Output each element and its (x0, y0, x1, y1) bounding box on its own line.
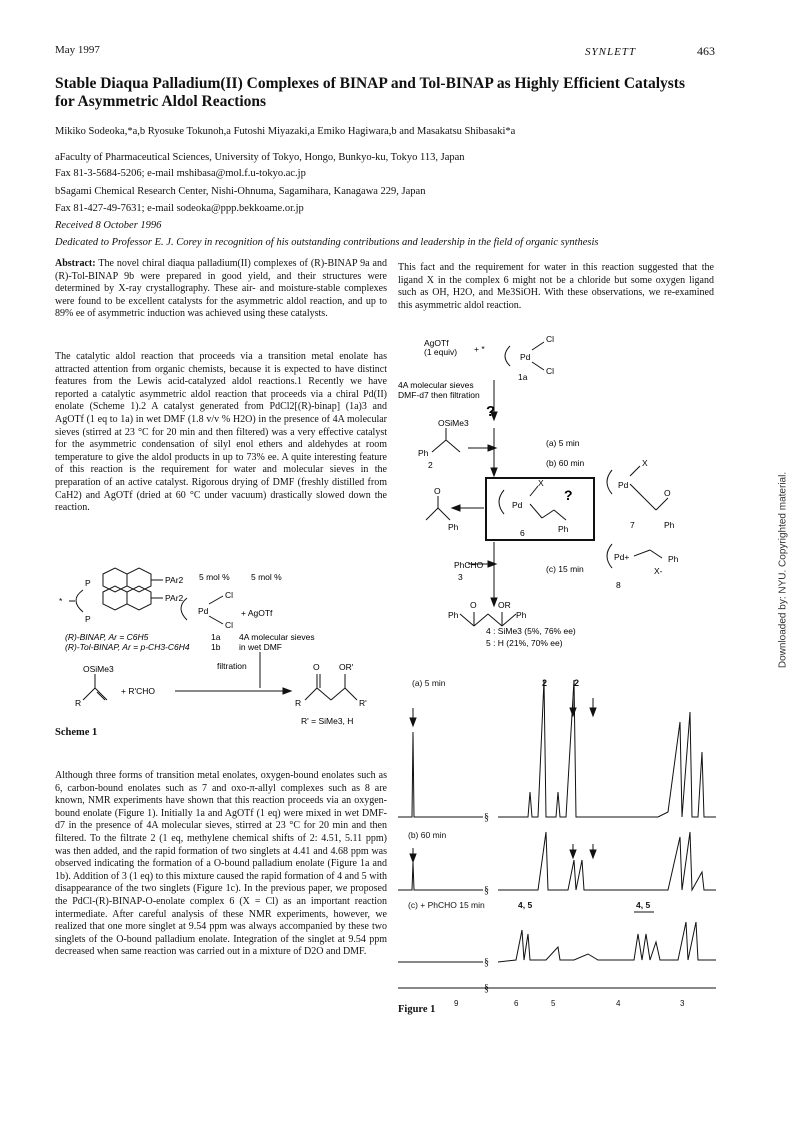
time-b-label: (b) 60 min (546, 458, 585, 468)
axis-break: § (484, 812, 489, 823)
peak-2-label: 2 (574, 678, 580, 688)
compound-3-label: 3 (458, 572, 463, 582)
axis-tick-label: 4 (616, 999, 621, 1008)
abstract-text: The novel chiral diaqua palladium(II) complexes of (R)-BINAP 9a and (R)-Tol-BINAP 9b were prepared in good yield, and their structures were determined by X-ray crystallography. These air- and moisture-stable complexes were found to be excellent catalysts for the asymmetric aldol reaction, and up to 89% ee of asymmetric induction was achieved using these catalysts. (55, 258, 387, 320)
header-date: May 1997 (55, 44, 100, 56)
carbonyl-o-label: O (313, 662, 320, 672)
product-5-label: 5 : H (21%, 70% ee) (486, 638, 563, 648)
pd-atom-label: Pd (198, 606, 209, 616)
ph-label: Ph (418, 448, 429, 458)
equiv-label: (1 equiv) (424, 347, 458, 357)
affiliation-b: bSagami Chemical Research Center, Nishi-Ohnuma, Sagamihara, Kanagawa 229, Japan (55, 186, 426, 197)
or-label: OR (498, 600, 511, 610)
sieves-label: 4A molecular sieves (239, 632, 315, 642)
peak-2-label: 2 (542, 678, 548, 688)
ph-label: Ph (558, 524, 569, 534)
x-minus-label: X- (654, 566, 663, 576)
results-paragraph: Although three forms of transition metal enolates, oxygen-bound enolates such as 6, carbon-bound enolates such as 7 and oxo-π-allyl complexes such as 8 are known, NMR experiments have shown that this reaction proceeds via an oxygen-bound enolate (Figure 1). Initially 1a and AgOTf (1 eq) were mixed in wet DMF-d7 in the presence of 4A molecular sieves, stirred at 23 °C for 20 min and then filtered. To the filtrate 2 (1 eq, methylene chemical shifts of 2: 4.51, 5.11 ppm) was then added, and the rapid formation of two singlets at 4.41 and 4.68 ppm was observed indicating the formation of a O-bound palladium enolate (Figure 1a and 1b). Addition of 3 (1 eq) to this mixture caused the rapid formation of 4 and 5 with disappearance of the two singlets (Figure 1c). In the previous paper, we proposed the PdCl-(R)-BINAP-O-enolate complex 6 (X = Cl) as an important reaction intermediate. After careful analysis of these NMR experiments, however, we realized that one more singlet at 9.54 ppm was always accompanied by these two singlets of the O-bound palladium enolate. Integration of the singlet at 9.54 ppm decreased when same reaction was carried out in a mixture of D2O and DMF. (55, 770, 387, 958)
dmf-filtration-label: DMF-d7 then filtration (398, 390, 480, 400)
cl-label: Cl (546, 334, 555, 344)
spectrum-b-label: (b) 60 min (408, 830, 447, 840)
paper-title: Stable Diaqua Palladium(II) Complexes of BINAP and Tol-BINAP as Highly Efficient Catalysts for Asymmetric Aldol Reactions (55, 75, 685, 110)
pd-atom-label: Pd+ (614, 552, 630, 562)
r-label: R (75, 698, 82, 708)
question-mark: ? (564, 487, 573, 503)
wet-dmf-label: in wet DMF (239, 642, 282, 652)
spectrum-a-label: (a) 5 min (412, 678, 446, 688)
osime3-label: OSiMe3 (83, 664, 114, 674)
plus-sign: + * (474, 344, 485, 354)
pd-atom-label: Pd (520, 352, 531, 362)
ph-label: Ph (516, 610, 527, 620)
r-prime-label: R' (359, 698, 367, 708)
received-date: Received 8 October 1996 (55, 220, 162, 231)
axis-break: § (484, 885, 489, 896)
or-prime-label: OR' (339, 662, 354, 672)
compound-1b-label: 1b (211, 642, 221, 652)
affiliation-a-contact: Fax 81-3-5684-5206; e-mail mshibasa@mol.f.u-tokyo.ac.jp (55, 168, 306, 179)
osime3-label: OSiMe3 (438, 418, 469, 428)
mol-percent-1: 5 mol % (199, 572, 230, 582)
header-page-number: 463 (697, 44, 715, 58)
abstract-label: Abstract: (55, 258, 96, 269)
product-substituent-label: R' = SiMe3, H (301, 716, 354, 726)
compound-1a-label: 1a (518, 372, 528, 382)
carbonyl-o-label: O (470, 600, 477, 610)
axis-break: § (484, 957, 489, 968)
mol-percent-2: 5 mol % (251, 572, 282, 582)
filtration-label: filtration (217, 661, 247, 671)
scheme-1-label: Scheme 1 (55, 727, 98, 738)
spectrum-c-label: (c) + PhCHO 15 min (408, 900, 485, 910)
chiral-star: * (59, 596, 63, 606)
abstract (55, 258, 387, 321)
question-mark: ? (486, 403, 496, 420)
aldehyde-label: + R'CHO (121, 686, 155, 696)
download-watermark-text: Downloaded by: NYU. Copyrighted material. (777, 471, 789, 669)
compound-8-label: 8 (616, 580, 621, 590)
par2-label: PAr2 (165, 593, 184, 603)
pd-atom-label: Pd (618, 480, 629, 490)
affiliation-a: aFaculty of Pharmaceutical Sciences, University of Tokyo, Hongo, Bunkyo-ku, Tokyo 113, Japan (55, 152, 465, 163)
affiliation-b-contact: Fax 81-427-49-7631; e-mail sodeoka@ppp.bekkoame.or.jp (55, 203, 304, 214)
carbonyl-o-label: O (664, 488, 671, 498)
ph-label: Ph (448, 522, 459, 532)
ph-label: Ph (448, 610, 459, 620)
compound-6-label: 6 (520, 528, 525, 538)
dedication: Dedicated to Professor E. J. Corey in recognition of his outstanding contributions and leadership in the field of organic synthesis (55, 237, 599, 248)
axis-tick-label: 5 (551, 999, 556, 1008)
axis-tick-label: 3 (680, 999, 685, 1008)
tol-binap-ligand-label: (R)-Tol-BINAP, Ar = p-CH3-C6H4 (65, 642, 190, 652)
time-a-label: (a) 5 min (546, 438, 580, 448)
p-atom-label: P (85, 614, 91, 624)
axis-tick-label: 9 (454, 999, 459, 1008)
figure-1-caption: Figure 1 (398, 1004, 436, 1015)
binap-ligand-label: (R)-BINAP, Ar = C6H5 (65, 632, 149, 642)
p-atom-label: P (85, 578, 91, 588)
authors: Mikiko Sodeoka,*a,b Ryosuke Tokunoh,a Futoshi Miyazaki,a Emiko Hagiwara,b and Masakatsu Shibasaki*a (55, 126, 516, 137)
phcho-label: PhCHO (454, 560, 484, 570)
compound-2-label: 2 (428, 460, 433, 470)
x-ligand-label: X (642, 458, 648, 468)
axis-tick-label: 6 (514, 999, 519, 1008)
scheme-1-diagram (55, 560, 390, 745)
cl-label: Cl (225, 590, 234, 600)
time-c-label: (c) 15 min (546, 564, 584, 574)
intro-paragraph: The catalytic aldol reaction that proceeds via a transition metal enolate has attracted attention from organic chemists, because it is expected to have distinct features from the Lewis acid-catalyzed aldol reactions.1 Recently we have reported a catalytic asymmetric aldol reaction that proceeds via a chiral Pd(II) enolate (Scheme 1).2 A catalyst generated from PdCl2[(R)-binap] (1a)3 and AgOTf (1 eq to 1a) in wet DMF (1.8 v/v % H2O) in the presence of 4A molecular sieves (stirred at 23 °C for 20 min and then filtered) was a very effective catalyst for the asymmetric condensation of silyl enol ethers and aldehydes at room temperature to give the aldol products in up to 73% ee. A quite interesting feature of this reaction is the requirement for water and molecular sieves in the preparation of an active catalyst. Rigorous drying of DMF (freshly distilled from CaH2) and AgOTf (dried at 60 °C under vacuum) drastically slowed down the reaction. (55, 351, 387, 514)
scheme-2-diagram (398, 328, 718, 663)
figure-1-nmr-spectra (398, 672, 718, 1032)
r-label: R (295, 698, 302, 708)
right-paragraph: This fact and the requirement for water in this reaction suggested that the ligand X in the complex 6 might not be a chloride but some oxygen ligand such as OH, H2O, and Me3SiOH. With these observations, we re-examined this asymmetric aldol reaction. (398, 262, 714, 311)
compound-1a-label: 1a (211, 632, 221, 642)
carbonyl-o-label: O (434, 486, 441, 496)
agotf-label: + AgOTf (241, 608, 273, 618)
ph-label: Ph (668, 554, 679, 564)
sieves-label: 4A molecular sieves (398, 380, 474, 390)
pd-atom-label: Pd (512, 500, 523, 510)
product-4-label: 4 : SiMe3 (5%, 76% ee) (486, 626, 576, 636)
download-watermark (773, 440, 793, 700)
agotf-label: AgOTf (424, 338, 449, 348)
par2-label: PAr2 (165, 575, 184, 585)
compound-7-label: 7 (630, 520, 635, 530)
cl-label: Cl (546, 366, 555, 376)
peak-4-5-label: 4, 5 (636, 900, 651, 910)
ph-label: Ph (664, 520, 675, 530)
cl-label: Cl (225, 620, 234, 630)
peak-4-5-label: 4, 5 (518, 900, 533, 910)
x-ligand-label: X (538, 478, 544, 488)
header-journal: SYNLETT (585, 46, 637, 58)
axis-break: § (484, 983, 489, 994)
